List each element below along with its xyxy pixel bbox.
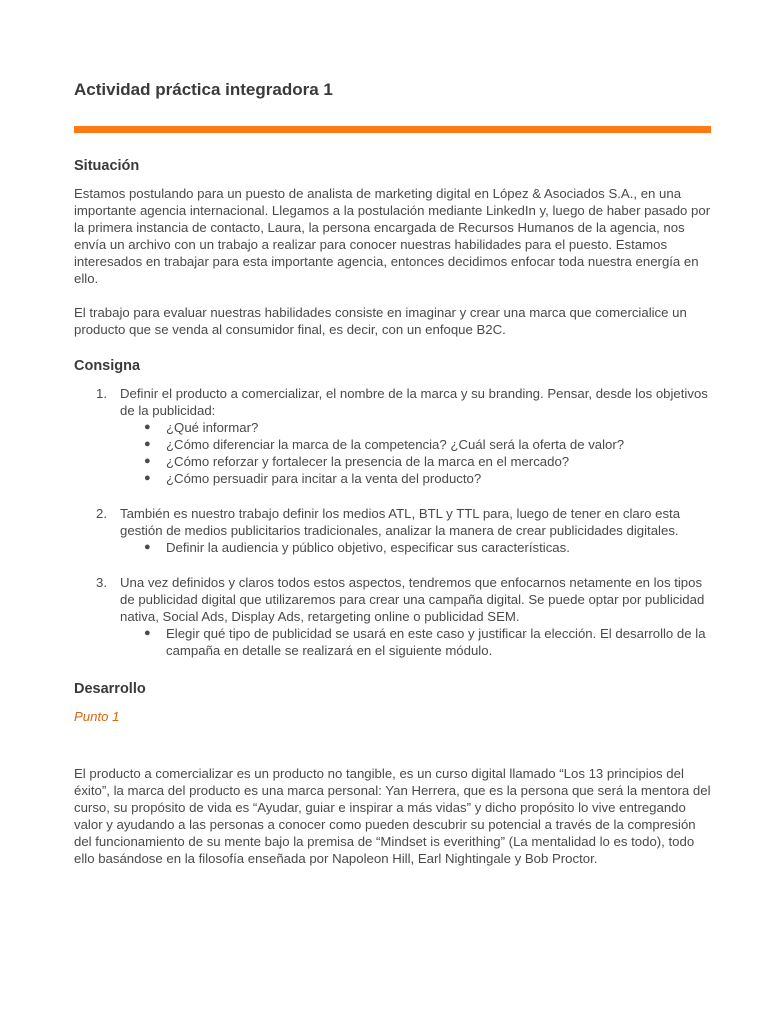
bullet-icon: ●: [144, 455, 151, 467]
bullet-list: [120, 539, 714, 556]
paragraph-situacion-2: El trabajo para evaluar nuestras habilidades consiste en imaginar y crear una marca que comercialice un producto que se venda al consumidor final, es decir, con un enfoque B2C.: [74, 305, 687, 337]
bullet-item: [120, 453, 714, 470]
bullet-item: [120, 470, 714, 487]
section-consigna: [74, 357, 714, 659]
bullet-icon: ●: [144, 472, 151, 484]
list-item: [74, 574, 714, 659]
heading-desarrollo: Desarrollo: [74, 681, 146, 697]
bullet-text: Elegir qué tipo de publicidad se usará en este caso y justificar la elección. El desarrollo de la campaña en detalle se realizará en el siguiente módulo.: [166, 626, 706, 658]
consigna-list: [74, 385, 714, 659]
list-number: 3.: [96, 575, 107, 590]
bullet-item: [120, 436, 714, 453]
section-desarrollo: [74, 680, 714, 867]
list-item-text: También es nuestro trabajo definir los medios ATL, BTL y TTL para, luego de tener en claro esta gestión de medios publicitarios tradicionales, analizar la manera de crear publicidades digitales.: [120, 506, 681, 538]
title-divider: [74, 126, 711, 133]
bullet-item: [120, 539, 714, 556]
section-situacion: [74, 157, 714, 338]
bullet-list: [120, 625, 714, 659]
bullet-icon: ●: [144, 627, 151, 639]
bullet-text: ¿Cómo persuadir para incitar a la venta del producto?: [166, 471, 482, 486]
document-body: [74, 157, 714, 867]
list-item: [74, 385, 714, 487]
list-number: 1.: [96, 386, 107, 401]
bullet-icon: ●: [144, 438, 151, 450]
subheading-punto-1: Punto 1: [74, 709, 120, 724]
bullet-icon: ●: [144, 541, 151, 553]
page-title: Actividad práctica integradora 1: [74, 80, 333, 99]
heading-consigna: Consigna: [74, 358, 141, 374]
bullet-list: [120, 419, 714, 487]
heading-situacion: Situación: [74, 158, 140, 174]
bullet-item: [120, 625, 714, 659]
list-item-text: Una vez definidos y claros todos estos aspectos, tendremos que enfocarnos netamente en los tipos de publicidad digital que utilizaremos para crear una campaña digital. Se puede optar por publicidad nativa, Social Ads, Display Ads, retargeting online o publicidad SEM.: [120, 575, 705, 624]
bullet-text: ¿Cómo diferenciar la marca de la competencia? ¿Cuál será la oferta de valor?: [166, 437, 625, 452]
list-item: [74, 505, 714, 556]
bullet-item: [120, 419, 714, 436]
list-item-text: Definir el producto a comercializar, el nombre de la marca y su branding. Pensar, desde los objetivos de la publicidad:: [120, 386, 708, 418]
bullet-icon: ●: [144, 421, 151, 433]
paragraph-desarrollo: El producto a comercializar es un producto no tangible, es un curso digital llamado “Los 13 principios del éxito”, la marca del producto es una marca personal: Yan Herrera, que es la persona que será la mentora del curso, su propósito de vida es “Ayudar, guiar e inspirar a más vidas” y dicho propósito lo vive entregando valor y ayudando a las personas a conocer como pueden descubrir su potencial a través de la compresión del funcionamiento de su mente bajo la premisa de “Mindset is everithing” (La mentalidad lo es todo), todo ello basándose en la filosofía enseñada por Napoleon Hill, Earl Nightingale y Bob Proctor.: [74, 766, 711, 866]
bullet-text: ¿Cómo reforzar y fortalecer la presencia de la marca en el mercado?: [166, 454, 570, 469]
bullet-text: ¿Qué informar?: [166, 420, 259, 435]
bullet-text: Definir la audiencia y público objetivo, especificar sus características.: [166, 540, 570, 555]
list-number: 2.: [96, 506, 107, 521]
paragraph-situacion-1: Estamos postulando para un puesto de analista de marketing digital en López & Asociados S.A., en una importante agencia internacional. Llegamos a la postulación mediante LinkedIn y, luego de haber pasado por la primera instancia de contacto, Laura, la persona encargada de Recursos Humanos de la agencia, nos envía un archivo con un trabajo a realizar para conocer nuestras habilidades para el puesto. Estamos interesados en trabajar para esta importante agencia, entonces decidimos enfocar toda nuestra energía en ello.: [74, 186, 711, 286]
